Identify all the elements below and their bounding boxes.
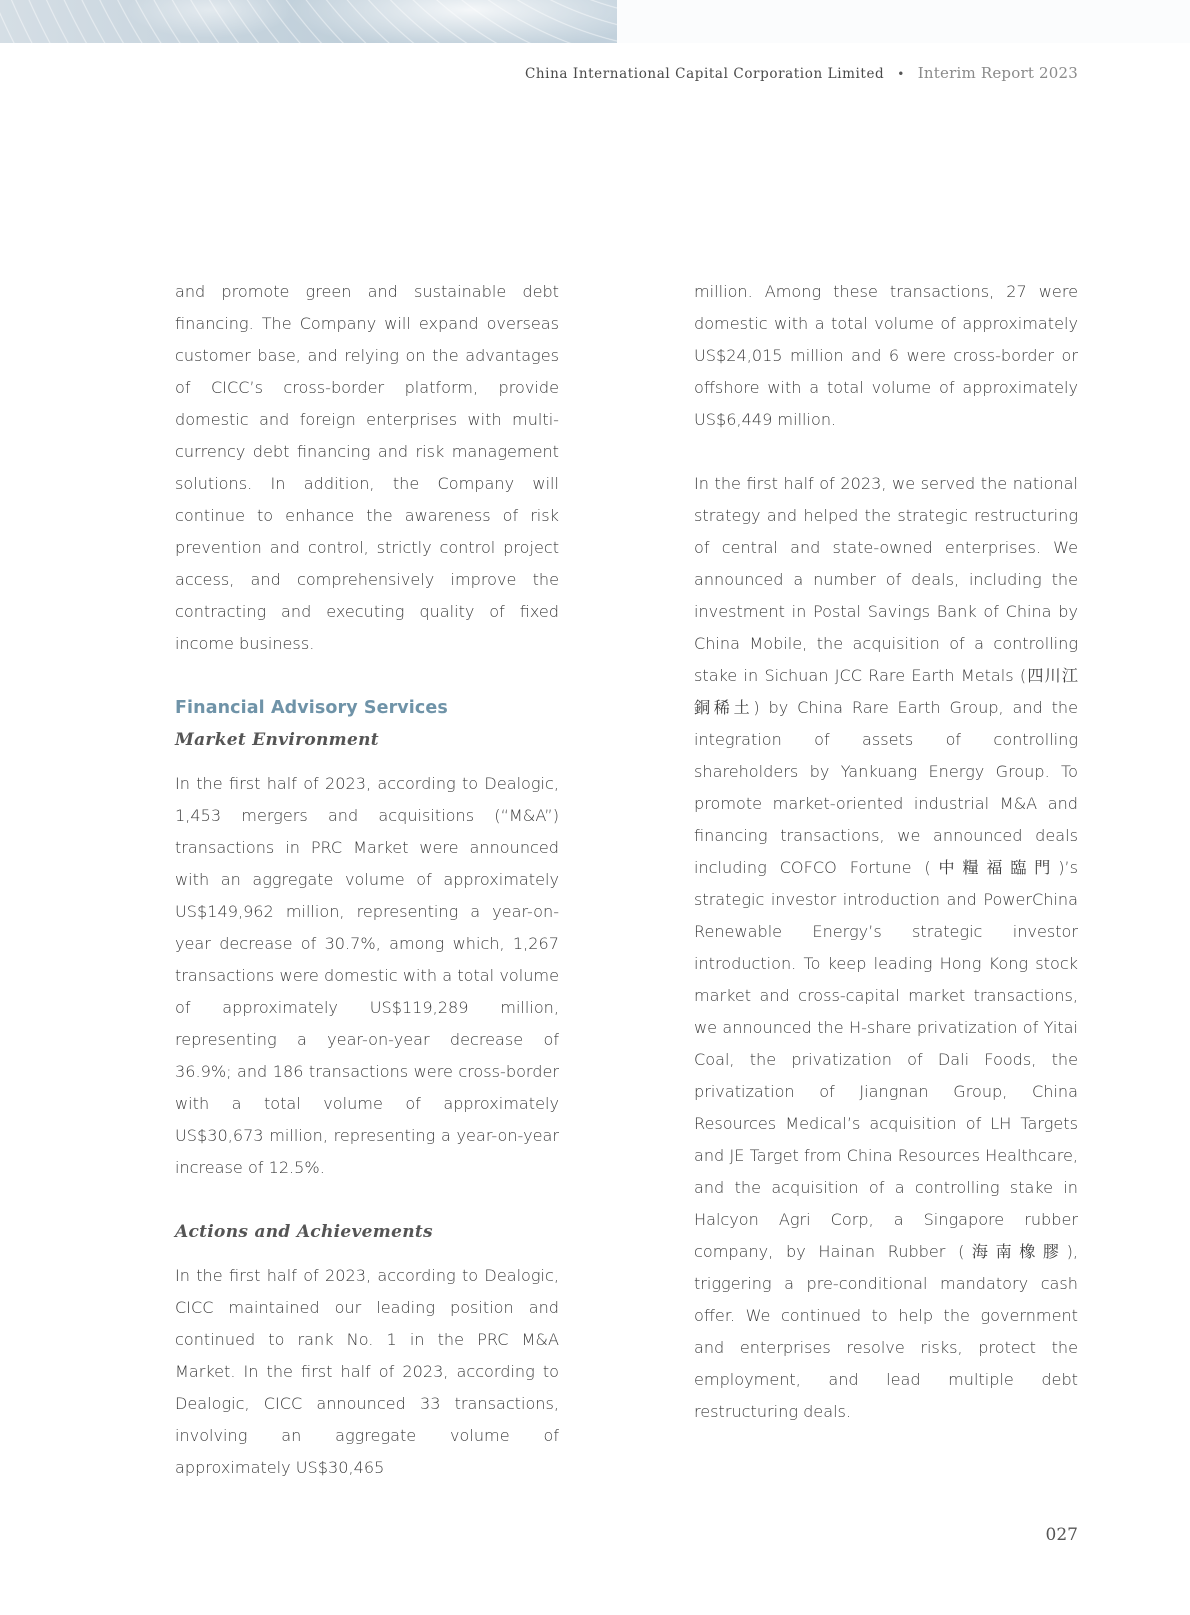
header-banner-image [0,0,617,43]
actions-achievements-heading: Actions and Achievements [175,1222,433,1242]
header-banner-strip [617,0,1190,43]
actions-achievements-paragraph: In the first half of 2023, according to Dealogic, CICC maintained our leading position and continued to rank No. 1 in the PRC M&A Market. In the first half of 2023, according to Dealogic, CICC announced 33 transactions, involving an aggregate volume of approximately US$30,465 [175,1266,559,1477]
company-name: China International Capital Corporation Limited [524,66,885,82]
report-title: Interim Report 2023 [917,64,1078,82]
left-column [175,276,559,1484]
page-number: 027 [1045,1525,1078,1545]
market-environment-heading: Market Environment [175,730,379,750]
right-column [694,276,1078,1428]
continuation-paragraph: million. Among these transactions, 27 were domestic with a total volume of approximately US$24,015 million and 6 were cross-border or offshore with a total volume of approximately US$6,449 million. [694,282,1078,429]
intro-paragraph: and promote green and sustainable debt financing. The Company will expand overseas customer base, and relying on the advantages of CICC’s cross-border platform, provide domestic and foreign enterprises with multi-currency debt financing and risk management solutions. In addition, the Company will continue to enhance the awareness of risk prevention and control, strictly control project access, and comprehensively improve the contracting and executing quality of fixed income business. [175,282,559,653]
deals-paragraph: In the first half of 2023, we served the national strategy and helped the strategic restructuring of central and state-owned enterprises. We announced a number of deals, including the investment in Postal Savings Bank of China by China Mobile, the acquisition of a controlling stake in Sichuan JCC Rare Earth Metals (四川江銅稀土) by China Rare Earth Group, and the integration of assets of controlling shareholders by Yankuang Energy Group. To promote market-oriented industrial M&A and financing transactions, we announced deals including COFCO Fortune (中糧福臨門)’s strategic investor introduction and PowerChina Renewable Energy’s strategic investor introduction. To keep leading Hong Kong stock market and cross-capital market transactions, we announced the H-share privatization of Yitai Coal, the privatization of Dali Foods, the privatization of Jiangnan Group, China Resources Medical’s acquisition of LH Targets and JE Target from China Resources Healthcare, and the acquisition of a controlling stake in Halcyon Agri Corp, a Singapore rubber company, by Hainan Rubber (海南橡膠), triggering a pre-conditional mandatory cash offer. We continued to help the government and enterprises resolve risks, protect the employment, and lead multiple debt restructuring deals. [694,474,1078,1421]
section-title: Financial Advisory Services [175,698,448,718]
bullet-separator-icon: • [897,67,905,81]
market-environment-paragraph: In the first half of 2023, according to Dealogic, 1,453 mergers and acquisitions (“M&A”) transactions in PRC Market were announced with an aggregate volume of approximately US$149,962 million, representing a year-on-year decrease of 30.7%, among which, 1,267 transactions were domestic with a total volume of approximately US$119,289 million, representing a year-on-year decrease of 36.9%; and 186 transactions were cross-border with a total volume of approximately US$30,673 million, representing a year-on-year increase of 12.5%. [175,774,559,1177]
running-header [525,64,1078,82]
